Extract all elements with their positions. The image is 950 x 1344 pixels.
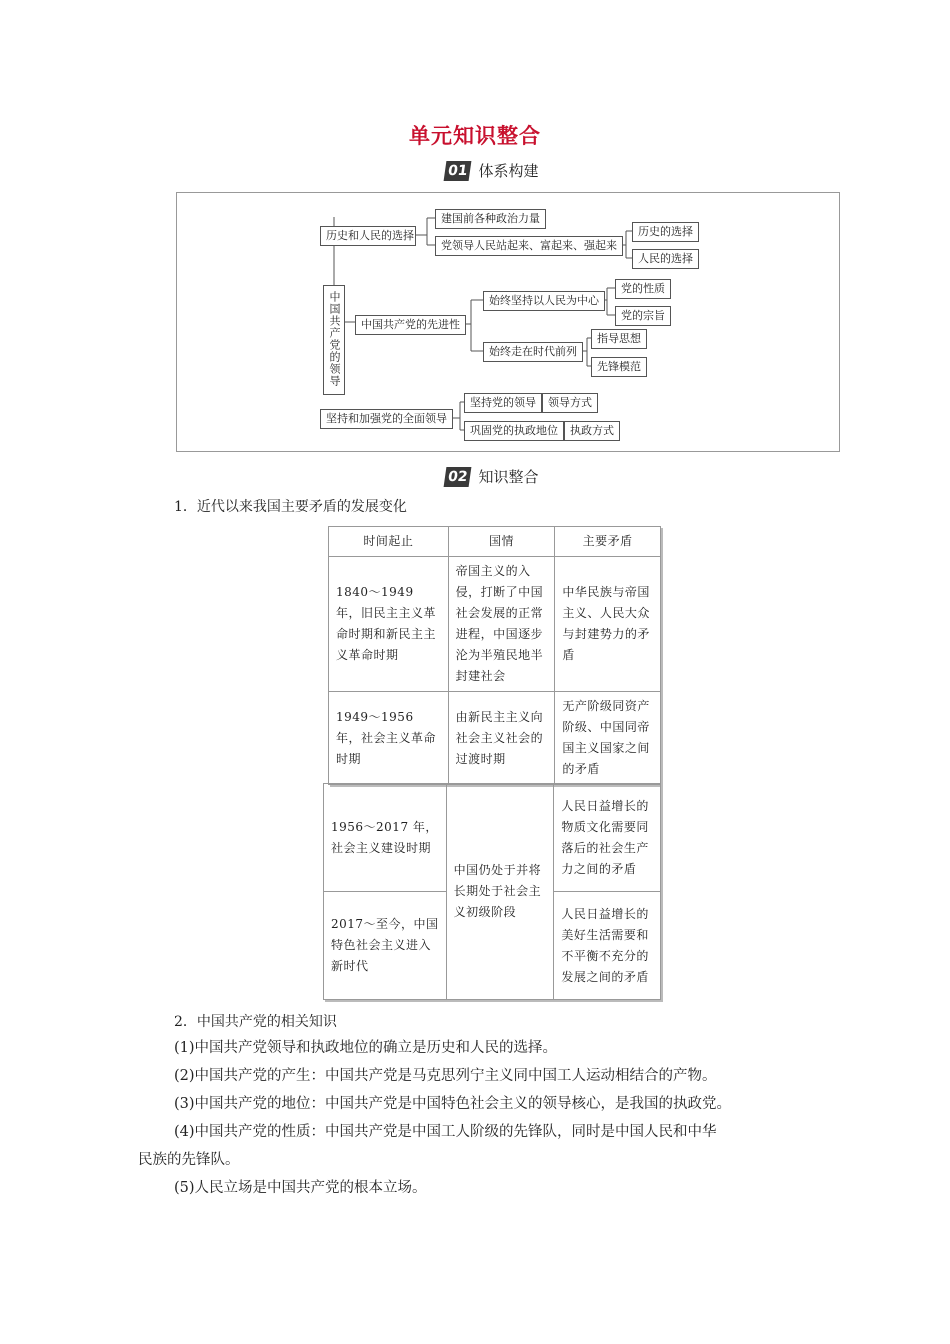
diagram-node: 建国前各种政治力量 — [435, 209, 546, 229]
table-header: 时间起止 — [329, 527, 449, 557]
diagram-node: 党领导人民站起来、富起来、强起来 — [435, 236, 623, 256]
diagram-node: 巩固党的执政地位 — [464, 421, 564, 441]
table-cell: 中国仍处于并将长期处于社会主义初级阶段 — [446, 784, 554, 1000]
section-number-badge: 01 — [444, 161, 472, 181]
page-title: 单元知识整合 — [409, 123, 541, 148]
paragraph: (4)中国共产党的性质：中国共产党是中国工人阶级的先锋队，同时是中国人民和中华 — [174, 1124, 717, 1140]
table-cell: 1840～1949 年，旧民主主义革命时期和新民主主义革命时期 — [329, 557, 449, 692]
diagram-node: 党的性质 — [615, 279, 671, 299]
table-row — [329, 692, 661, 785]
paragraph: 民族的先锋队。 — [138, 1152, 240, 1168]
diagram-node: 人民的选择 — [632, 249, 699, 269]
item-1-heading: 1．近代以来我国主要矛盾的发展变化 — [174, 499, 407, 515]
paragraph: (5)人民立场是中国共产党的根本立场。 — [174, 1180, 427, 1196]
table-row — [329, 557, 661, 692]
table-cell: 无产阶级同资产阶级、中国同帝国主义国家之间的矛盾 — [555, 692, 661, 785]
table-cell: 中华民族与帝国主义、人民大众与封建势力的矛盾 — [555, 557, 661, 692]
table-row — [324, 784, 661, 892]
table-header: 国情 — [448, 527, 555, 557]
root-label: 中国共产党的领导 — [328, 291, 341, 387]
paragraph: (1)中国共产党领导和执政地位的确立是历史和人民的选择。 — [174, 1040, 558, 1056]
diagram-node: 始终坚持以人民为中心 — [483, 291, 605, 311]
table-cell: 1956～2017 年，社会主义建设时期 — [324, 784, 447, 892]
diagram-node: 始终走在时代前列 — [483, 342, 583, 362]
table-header: 主要矛盾 — [555, 527, 661, 557]
section-label: 体系构建 — [478, 162, 539, 180]
diagram-node: 党的宗旨 — [615, 306, 671, 326]
concept-diagram — [176, 192, 840, 452]
diagram-node: 中国共产党的先进性 — [355, 315, 466, 335]
diagram-node: 执政方式 — [564, 421, 620, 441]
diagram-node: 历史的选择 — [632, 222, 699, 242]
section-heading-knowledge — [445, 466, 539, 487]
table-cell: 2017～至今，中国特色社会主义进入新时代 — [324, 892, 447, 1000]
diagram-node: 历史和人民的选择 — [320, 226, 416, 246]
table-cell: 帝国主义的入侵，打断了中国社会发展的正常进程，中国逐步沦为半殖民地半封建社会 — [448, 557, 555, 692]
paragraph: (2)中国共产党的产生：中国共产党是马克思列宁主义同中国工人运动相结合的产物。 — [174, 1068, 717, 1084]
paragraph: (3)中国共产党的地位：中国共产党是中国特色社会主义的领导核心，是我国的执政党。 — [174, 1096, 732, 1112]
contradiction-table-part1 — [328, 526, 661, 785]
table-header-row — [329, 527, 661, 557]
diagram-node: 指导思想 — [591, 329, 647, 349]
diagram-root-node — [323, 285, 345, 395]
contradiction-table-part2 — [323, 783, 661, 1000]
table-cell: 人民日益增长的美好生活需要和不平衡不充分的发展之间的矛盾 — [554, 892, 661, 1000]
table-cell: 人民日益增长的物质文化需要同落后的社会生产力之间的矛盾 — [554, 784, 661, 892]
table-cell: 由新民主主义向社会主义社会的过渡时期 — [448, 692, 555, 785]
diagram-node: 先锋模范 — [591, 357, 647, 377]
diagram-node: 坚持党的领导 — [464, 393, 542, 413]
diagram-node: 坚持和加强党的全面领导 — [320, 409, 453, 429]
table-cell: 1949～1956 年，社会主义革命时期 — [329, 692, 449, 785]
item-2-heading: 2．中国共产党的相关知识 — [174, 1014, 337, 1030]
section-heading-system — [445, 160, 539, 181]
section-number-badge: 02 — [444, 467, 472, 487]
section-label: 知识整合 — [478, 468, 539, 486]
diagram-node: 领导方式 — [542, 393, 598, 413]
